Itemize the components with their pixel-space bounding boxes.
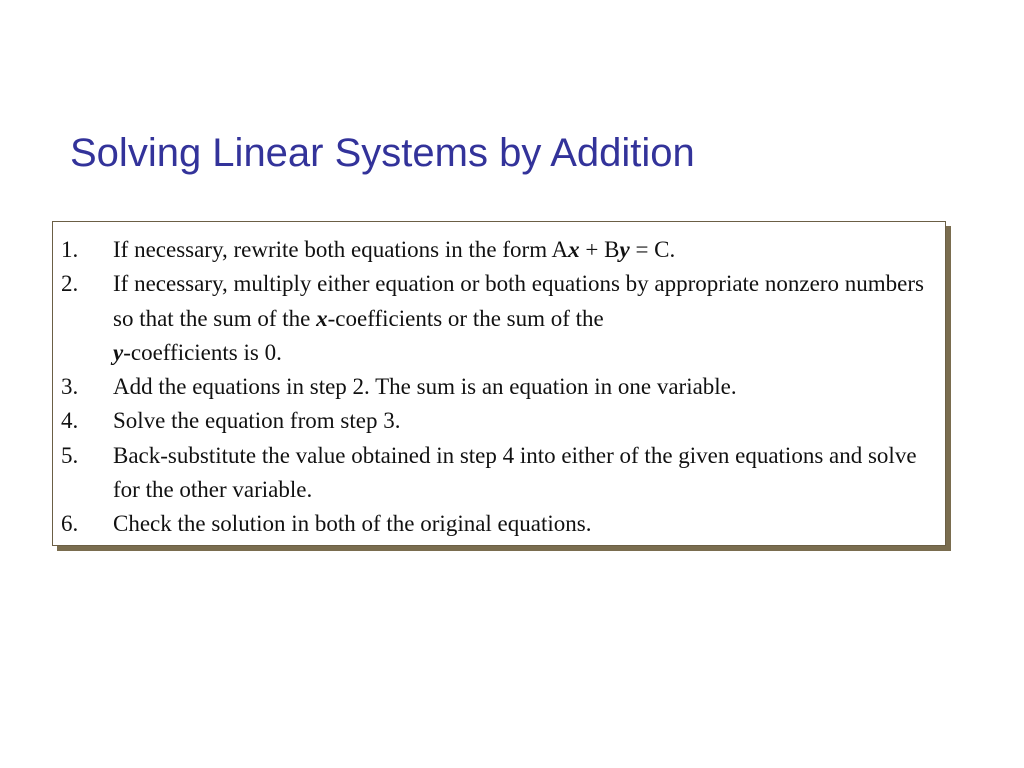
step-item-3: [53, 370, 945, 404]
text-run: If necessary, rewrite both equations in the form A: [113, 237, 569, 262]
step-number: 2.: [61, 271, 79, 297]
text-run: Check the solution in both of the original equations.: [113, 511, 592, 537]
text-run: Solve the equation from step 3.: [113, 408, 401, 434]
step-number: 3.: [61, 374, 79, 400]
step-item-1: [53, 233, 945, 267]
step-number: 5.: [61, 442, 79, 468]
text-run: -coefficients or the sum of the: [327, 305, 604, 331]
steps-box: [52, 221, 946, 546]
step-text: [113, 374, 737, 399]
variable-x: x: [568, 237, 580, 262]
step-text: [113, 237, 675, 262]
step-number: 6.: [61, 511, 79, 537]
step-item-6: [53, 507, 945, 541]
variable-y: y: [113, 339, 124, 365]
step-text: [113, 511, 591, 536]
variable-x: x: [316, 305, 328, 331]
text-run: If necessary, multiply either equation or both equations by appropriate nonzero numbers so that the sum of the: [113, 271, 924, 331]
step-item-2: [53, 267, 945, 370]
slide-title: Solving Linear Systems by Addition: [70, 131, 695, 175]
step-text: [113, 408, 400, 433]
step-text: [113, 443, 917, 502]
step-text: [113, 271, 924, 365]
text-run: Back-substitute the value obtained in step 4 into either of the given equations and solve for the other variable.: [113, 442, 917, 503]
step-item-5: [53, 439, 945, 508]
step-item-4: [53, 404, 945, 438]
step-number: 4.: [61, 408, 79, 434]
text-run: = C.: [629, 237, 676, 262]
variable-y: y: [619, 237, 630, 262]
text-run: Add the equations in step 2. The sum is an equation in one variable.: [113, 374, 737, 400]
steps-list: [53, 222, 945, 542]
text-run: -coefficients is 0.: [123, 339, 282, 365]
text-run: + B: [579, 237, 620, 262]
step-number: 1.: [61, 237, 79, 262]
